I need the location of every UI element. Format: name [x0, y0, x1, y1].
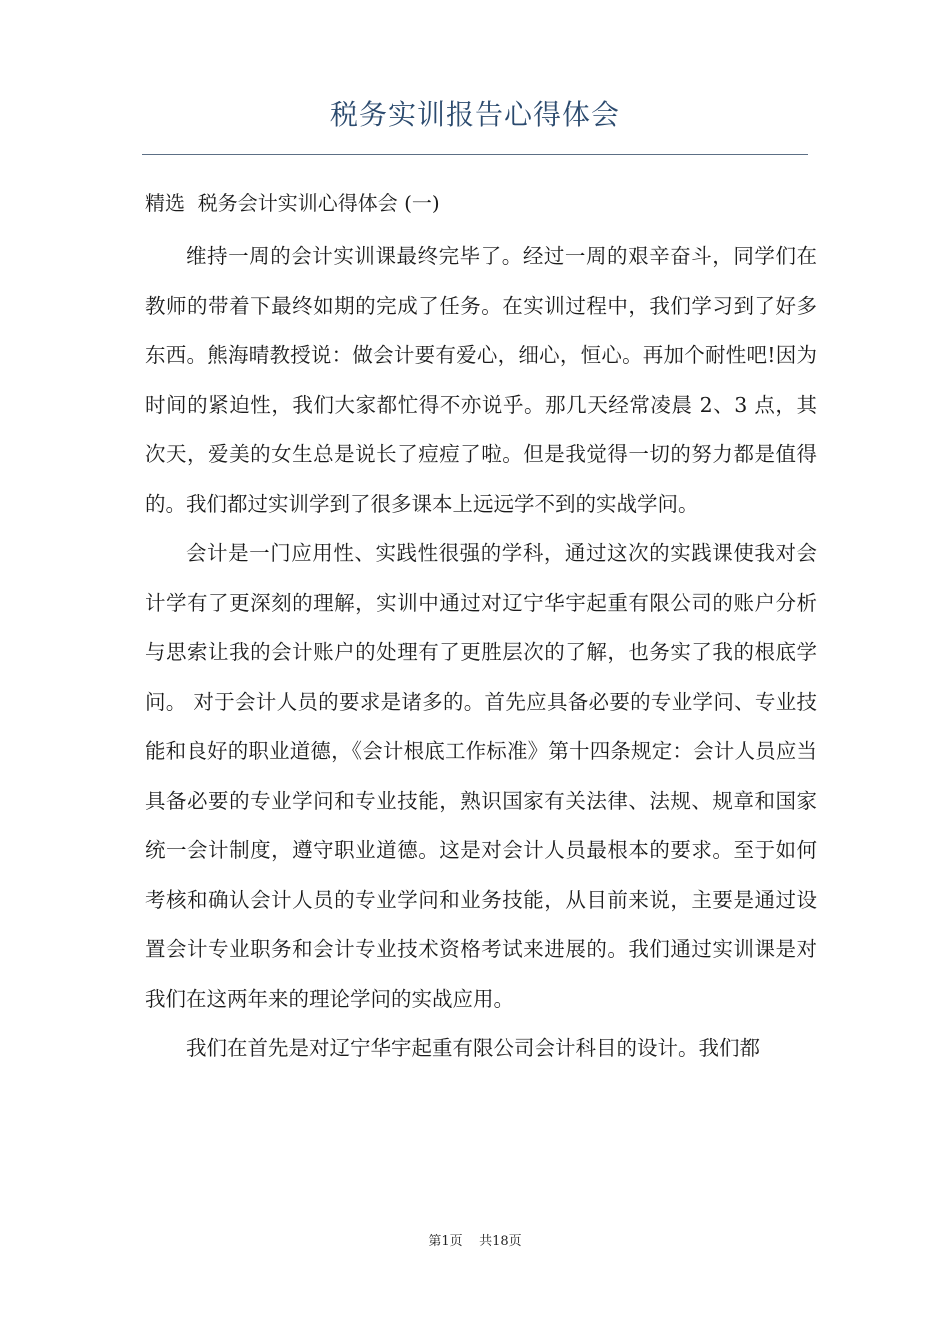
page-title: 税务实训报告心得体会: [329, 98, 620, 131]
page-footer: 第1页 共18页: [428, 1234, 522, 1249]
title-divider: [142, 154, 808, 155]
paragraph-3: 我们在首先是对辽宁华宇起重有限公司会计科目的设计。我们都: [186, 1036, 760, 1060]
paragraph-2: 会计是一门应用性、实践性很强的学科，通过这次的实践课使我对会计学有了更深刻的理解，实训中通过对辽宁华宇起重有限公司的账户分析与思索让我的会计账户的处理有了更胜层次的了解，也务实了我的根底学问。 对于会计人员的要求是诸多的。首先应具备必要的专业学问、专业技能和良好的职业道德，《会计根底工作标准》第十四条规定：会计人员应当具备必要的专业学问和专业技能，熟识国家有关法律、法规、规章和国家统一会计制度，遵守职业道德。这是对会计人员最根本的要求。至于如何考核和确认会计人员的专业学问和业务技能，从目前来说，主要是通过设置会计专业职务和会计专业技术资格考试来进展的。我们通过实训课是对我们在这两年来的理论学问的实战应用。: [145, 541, 817, 1011]
paragraph-1: 维持一周的会计实训课最终完毕了。经过一周的艰辛奋斗，同学们在教师的带着下最终如期的完成了任务。在实训过程中，我们学习到了好多东西。熊海晴教授说：做会计要有爱心，细心，恒心。再加个耐性吧!因为时间的紧迫性，我们大家都忙得不亦说乎。那几天经常凌晨 2、3 点，其次天，爱美的女生总是说长了痘痘了啦。但是我觉得一切的努力都是值得的。我们都过实训学到了很多课本上远远学不到的实战学问。: [145, 244, 817, 516]
section-heading: 精选 税务会计实训心得体会 (一): [145, 191, 440, 215]
body-text: [145, 232, 817, 1074]
